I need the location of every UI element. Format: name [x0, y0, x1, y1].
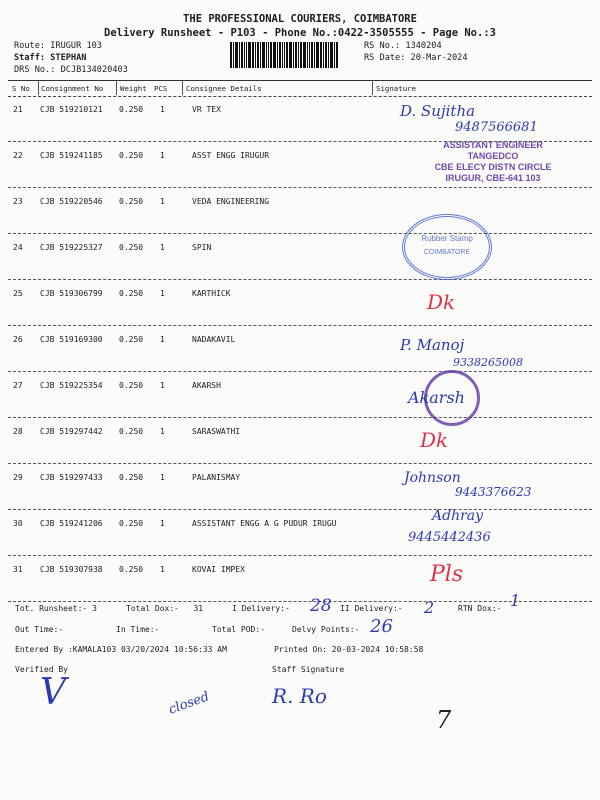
- verified-mark: V: [40, 672, 66, 713]
- rtn-dox-value: 1: [510, 591, 521, 610]
- signature-27: Akarsh: [408, 388, 465, 407]
- i-delivery-label: I Delivery:-: [232, 604, 290, 613]
- table-row: 28 CJB 519297442 0.250 1 SARASWATHI: [8, 417, 592, 464]
- tot-runsheet: Tot. Runsheet:- 3: [15, 604, 97, 613]
- table-row: 27 CJB 519225354 0.250 1 AKARSH: [8, 371, 592, 418]
- entered-by: Entered By :KAMALA103 03/20/2024 10:56:33 AM: [15, 645, 227, 654]
- signature-30: Adhray: [432, 508, 484, 524]
- signature-29: Johnson: [404, 470, 461, 486]
- signature-26: P. Manoj: [400, 336, 465, 354]
- phone-29: 9443376623: [455, 485, 532, 499]
- corner-mark: 7: [436, 706, 452, 734]
- route-line: Route: IRUGUR 103: [14, 41, 102, 51]
- ii-delivery-label: II Delivery:-: [340, 604, 403, 613]
- col-sno: S No: [12, 84, 30, 93]
- col-weight: Weight: [120, 84, 147, 93]
- col-pcs: PCS: [154, 84, 168, 93]
- phone-21: 9487566681: [455, 120, 538, 135]
- col-signature: Signature: [376, 84, 417, 93]
- phone-26: 9338265008: [453, 356, 523, 369]
- delvy-points-value: 26: [370, 616, 393, 637]
- divider: [372, 80, 373, 95]
- table-row: 23 CJB 519220546 0.250 1 VEDA ENGINEERING: [8, 187, 592, 234]
- phone-30: 9445442436: [408, 530, 491, 545]
- table-row: 24 CJB 519225327 0.250 1 SPIN: [8, 233, 592, 280]
- staff-line: Staff: STEPHAN: [14, 53, 87, 63]
- signature-25: Dk: [427, 290, 456, 314]
- table-row: 29 CJB 519297433 0.250 1 PALANISMAY: [8, 463, 592, 510]
- divider: [116, 80, 117, 95]
- printed-on: Printed On: 20-03-2024 10:58:58: [274, 645, 424, 654]
- table-row: 21 CJB 519210121 0.250 1 VR TEX: [8, 95, 592, 142]
- rtn-dox-label: RTN Dox:-: [458, 604, 502, 613]
- divider: [38, 80, 39, 95]
- rs-no-line: RS No.: 1340204: [364, 41, 442, 51]
- drs-line: DRS No.: DCJB134020403: [14, 65, 128, 75]
- ii-delivery-value: 2: [424, 598, 435, 617]
- staff-signature-label: Staff Signature: [272, 665, 345, 674]
- table-row: 25 CJB 519306799 0.250 1 KARTHICK: [8, 279, 592, 326]
- table-row: 26 CJB 519169300 0.250 1 NADAKAVIL: [8, 325, 592, 372]
- col-consignment: Consignment No: [41, 84, 104, 93]
- delvy-points-label: Delvy Points:-: [292, 625, 360, 634]
- signature-28: Dk: [420, 428, 449, 452]
- table-row: 22 CJB 519241185 0.250 1 ASST ENGG IRUGUR: [8, 141, 592, 188]
- company-title: THE PROFESSIONAL COURIERS, COIMBATORE: [183, 13, 417, 25]
- staff-signature: R. Ro: [272, 684, 327, 708]
- runsheet-subtitle: Delivery Runsheet - P103 - Phone No.:0422-3505555 - Page No.:3: [104, 27, 496, 39]
- total-pod: Total POD:-: [212, 625, 265, 634]
- i-delivery-value: 28: [310, 596, 332, 616]
- stamp-22: ASSISTANT ENGINEER TANGEDCO CBE ELECY DISTN CIRCLE IRUGUR, CBE-641 103: [434, 140, 552, 183]
- signature-31: Pls: [430, 562, 464, 587]
- table-row: 31 CJB 519307938 0.250 1 KOVAI IMPEX: [8, 555, 592, 602]
- total-dox: Total Dox:- 31: [126, 604, 204, 613]
- out-time: Out Time:-: [15, 625, 64, 634]
- barcode: [230, 42, 356, 68]
- in-time: In Time:-: [116, 625, 160, 634]
- signature-21: D. Sujitha: [400, 102, 476, 120]
- divider: [182, 80, 183, 95]
- table-row: 30 CJB 519241206 0.250 1 ASSISTANT ENGG A G PUDUR IRUGU: [8, 509, 592, 556]
- col-consignee: Consignee Details: [186, 84, 262, 93]
- closed-note: closed: [166, 689, 212, 718]
- rs-date-line: RS Date: 20-Mar-2024: [364, 53, 468, 63]
- verified-by-label: Verified By: [15, 665, 68, 674]
- stamp-24: Rubber Stamp COIMBATORE: [402, 214, 492, 280]
